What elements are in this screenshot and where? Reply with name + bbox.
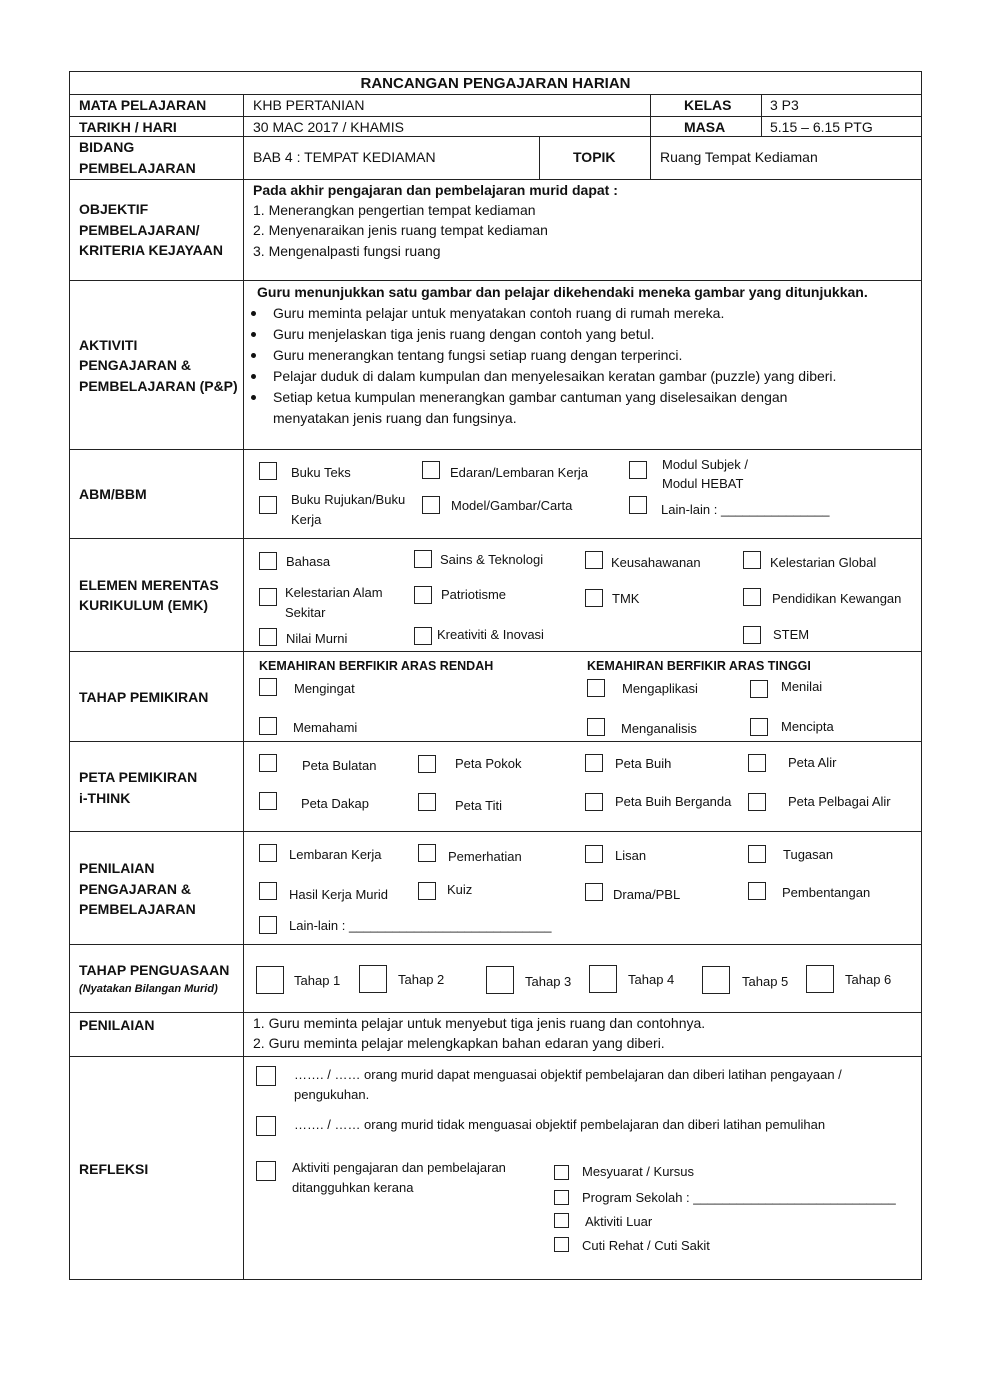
checkbox[interactable] <box>256 1161 276 1181</box>
checkbox[interactable] <box>256 1116 276 1136</box>
peta-dakap-option: Peta Dakap <box>301 796 369 811</box>
cuti-option: Cuti Rehat / Cuti Sakit <box>582 1238 710 1253</box>
lain-option[interactable]: Lain-lain : _______________ <box>661 502 830 517</box>
aktiviti-label: PENGAJARAN & <box>79 357 192 373</box>
aktiviti-bullet: Setiap ketua kumpulan menerangkan gambar cantuman yang diselesaikan dengan <box>273 389 788 405</box>
divider <box>70 179 921 180</box>
lesson-plan-form <box>69 71 922 1280</box>
divider <box>243 94 244 1280</box>
memahami-option: Memahami <box>293 720 358 735</box>
kbar-rendah-heading: KEMAHIRAN BERFIKIR ARAS RENDAH <box>259 659 494 673</box>
refleksi-label: REFLEKSI <box>79 1161 149 1177</box>
checkbox[interactable] <box>259 678 277 696</box>
divider <box>70 1056 921 1057</box>
divider <box>70 1012 921 1013</box>
peta-buih-berganda-option: Peta Buih Berganda <box>615 794 732 809</box>
bidang-label: PEMBELAJARAN <box>79 160 196 176</box>
checkbox[interactable] <box>418 844 436 862</box>
modul-option: Modul HEBAT <box>662 476 744 491</box>
checkbox[interactable] <box>259 844 277 862</box>
objektif-label: PEMBELAJARAN/ <box>79 222 200 238</box>
buku-teks-option: Buku Teks <box>291 465 351 480</box>
checkbox[interactable] <box>418 793 436 811</box>
masa-value[interactable]: 5.15 – 6.15 PTG <box>770 119 873 135</box>
bidang-value[interactable]: BAB 4 : TEMPAT KEDIAMAN <box>253 149 436 165</box>
lembaran-kerja-option: Lembaran Kerja <box>289 847 382 862</box>
checkbox[interactable] <box>554 1237 569 1252</box>
objektif-label: OBJEKTIF <box>79 201 149 217</box>
tarikh-label: TARIKH / HARI <box>79 119 177 135</box>
mengingat-option: Mengingat <box>294 681 355 696</box>
kelestarian-alam-option: Sekitar <box>285 605 326 620</box>
checkbox[interactable] <box>629 496 647 514</box>
refleksi-line: pengukuhan. <box>294 1087 370 1102</box>
kelas-value[interactable]: 3 P3 <box>770 97 799 113</box>
checkbox[interactable] <box>259 462 277 480</box>
objektif-item: 1. Menerangkan pengertian tempat kediaman <box>253 202 536 218</box>
peta-titi-option: Peta Titi <box>455 798 502 813</box>
checkbox[interactable] <box>259 717 277 735</box>
tarikh-value[interactable]: 30 MAC 2017 / KHAMIS <box>253 119 404 135</box>
drama-pbl-option: Drama/PBL <box>613 887 681 902</box>
menganalisis-option: Menganalisis <box>621 721 697 736</box>
pendidikan-kewangan-option: Pendidikan Kewangan <box>772 591 902 606</box>
divider <box>70 280 921 281</box>
tahap-2-option: Tahap 2 <box>398 972 445 987</box>
menilai-option: Menilai <box>781 679 823 694</box>
mata-pelajaran-label: MATA PELAJARAN <box>79 97 207 113</box>
tahap-pemikiran-label: TAHAP PEMIKIRAN <box>79 689 209 705</box>
masa-label: MASA <box>684 119 726 135</box>
aktiviti-bullet: Guru menerangkan tentang fungsi setiap ruang dengan terperinci. <box>273 347 683 363</box>
kbat-tinggi-heading: KEMAHIRAN BERFIKIR ARAS TINGGI <box>587 659 811 673</box>
refleksi-line: Aktiviti pengajaran dan pembelajaran <box>292 1160 506 1175</box>
tahap-3-option: Tahap 3 <box>525 974 572 989</box>
divider <box>650 136 651 179</box>
bullet-icon <box>251 353 256 358</box>
tahap-5-option: Tahap 5 <box>742 974 789 989</box>
kelas-label: KELAS <box>684 97 732 113</box>
divider <box>70 449 921 450</box>
tahap-4-option: Tahap 4 <box>628 972 675 987</box>
checkbox[interactable] <box>259 496 277 514</box>
model-option: Model/Gambar/Carta <box>451 498 573 513</box>
checkbox[interactable] <box>587 718 605 736</box>
checkbox[interactable] <box>587 679 605 697</box>
checkbox[interactable] <box>585 883 603 901</box>
tahap-penguasaan-sublabel: (Nyatakan Bilangan Murid) <box>79 983 218 995</box>
bullet-icon <box>251 395 256 400</box>
checkbox[interactable] <box>702 966 730 994</box>
divider <box>650 94 651 136</box>
buku-rujukan-option: Kerja <box>291 512 322 527</box>
keusahawanan-option: Keusahawanan <box>611 555 701 570</box>
checkbox[interactable] <box>256 966 284 994</box>
checkbox[interactable] <box>748 845 766 863</box>
checkbox[interactable] <box>585 589 603 607</box>
mesyuarat-option: Mesyuarat / Kursus <box>582 1164 694 1179</box>
mengaplikasi-option: Mengaplikasi <box>622 681 698 696</box>
modul-option: Modul Subjek / <box>662 457 748 472</box>
refleksi-line: ……. / …… orang murid dapat menguasai objektif pembelajaran dan diberi latihan pengayaan / <box>294 1067 842 1082</box>
objektif-intro: Pada akhir pengajaran dan pembelajaran murid dapat : <box>253 182 618 198</box>
checkbox[interactable] <box>414 586 432 604</box>
nilai-murni-option: Nilai Murni <box>286 631 348 646</box>
checkbox[interactable] <box>743 551 761 569</box>
divider <box>70 116 921 117</box>
objektif-item: 2. Menyenaraikan jenis ruang tempat kediaman <box>253 222 548 238</box>
checkbox[interactable] <box>585 754 603 772</box>
peta-buih-option: Peta Buih <box>615 756 672 771</box>
checkbox[interactable] <box>748 882 766 900</box>
checkbox[interactable] <box>748 754 766 772</box>
abm-label: ABM/BBM <box>79 486 147 502</box>
divider <box>70 944 921 945</box>
divider <box>70 538 921 539</box>
patriotisme-option: Patriotisme <box>441 587 507 602</box>
checkbox[interactable] <box>554 1190 569 1205</box>
checkbox[interactable] <box>414 550 432 568</box>
checkbox[interactable] <box>750 680 768 698</box>
bahasa-option: Bahasa <box>286 554 331 569</box>
checkbox[interactable] <box>748 793 766 811</box>
objektif-label: KRITERIA KEJAYAAN <box>79 242 223 258</box>
sains-option: Sains & Teknologi <box>440 552 544 567</box>
checkbox[interactable] <box>743 588 761 606</box>
checkbox[interactable] <box>585 551 603 569</box>
penilaian-pp-label: PEMBELAJARAN <box>79 901 196 917</box>
divider <box>70 741 921 742</box>
checkbox[interactable] <box>806 965 834 993</box>
checkbox[interactable] <box>554 1165 569 1180</box>
objektif-item: 3. Mengenalpasti fungsi ruang <box>253 243 441 259</box>
checkbox[interactable] <box>259 916 277 934</box>
checkbox[interactable] <box>259 552 277 570</box>
penilaian-item: 2. Guru meminta pelajar melengkapkan bahan edaran yang diberi. <box>253 1035 665 1051</box>
penilaian-item: 1. Guru meminta pelajar untuk menyebut tiga jenis ruang dan contohnya. <box>253 1015 706 1031</box>
checkbox[interactable] <box>585 793 603 811</box>
lain-lain-option[interactable]: Lain-lain : ____________________________ <box>289 918 552 933</box>
checkbox[interactable] <box>589 965 617 993</box>
checkbox[interactable] <box>486 966 514 994</box>
checkbox[interactable] <box>259 792 277 810</box>
mata-pelajaran-value[interactable]: KHB PERTANIAN <box>253 97 365 113</box>
aktiviti-label: PEMBELAJARAN (P&P) <box>79 378 238 394</box>
emk-label: ELEMEN MERENTAS <box>79 577 219 593</box>
edaran-option: Edaran/Lembaran Kerja <box>450 465 589 480</box>
penilaian-label: PENILAIAN <box>79 1017 155 1033</box>
peta-alir-option: Peta Alir <box>788 755 837 770</box>
checkbox[interactable] <box>418 755 436 773</box>
peta-pelbagai-alir-option: Peta Pelbagai Alir <box>788 794 891 809</box>
aktiviti-bullet: menyatakan jenis ruang dan fungsinya. <box>273 410 517 426</box>
aktiviti-bullet: Pelajar duduk di dalam kumpulan dan menyelesaikan keratan gambar (puzzle) yang diberi. <box>273 368 837 384</box>
kelestarian-alam-option: Kelestarian Alam <box>285 585 383 600</box>
mencipta-option: Mencipta <box>781 719 834 734</box>
checkbox[interactable] <box>750 718 768 736</box>
checkbox[interactable] <box>359 965 387 993</box>
checkbox[interactable] <box>585 845 603 863</box>
emk-label: KURIKULUM (EMK) <box>79 597 209 613</box>
kreativiti-option: Kreativiti & Inovasi <box>437 627 544 642</box>
checkbox[interactable] <box>629 461 647 479</box>
bullet-icon <box>251 311 256 316</box>
pembentangan-option: Pembentangan <box>782 885 871 900</box>
bidang-label: BIDANG <box>79 139 135 155</box>
kelestarian-global-option: Kelestarian Global <box>770 555 877 570</box>
tahap-penguasaan-label: TAHAP PENGUASAAN <box>79 962 230 978</box>
lisan-option: Lisan <box>615 848 647 863</box>
checkbox[interactable] <box>414 627 432 645</box>
checkbox[interactable] <box>418 882 436 900</box>
divider <box>70 831 921 832</box>
aktiviti-bullet: Guru menjelaskan tiga jenis ruang dengan contoh yang betul. <box>273 326 655 342</box>
topik-label: TOPIK <box>573 149 616 165</box>
aktiviti-intro: Guru menunjukkan satu gambar dan pelajar dikehendaki meneka gambar yang ditunjukkan. <box>257 284 868 300</box>
bullet-icon <box>251 332 256 337</box>
refleksi-line: ditangguhkan kerana <box>292 1180 414 1195</box>
checkbox[interactable] <box>422 461 440 479</box>
refleksi-line: ……. / …… orang murid tidak menguasai objektif pembelajaran dan diberi latihan pemulihan <box>294 1117 826 1132</box>
divider <box>70 94 921 95</box>
program-sekolah-option[interactable]: Program Sekolah : ____________________________ <box>582 1190 896 1205</box>
tugasan-option: Tugasan <box>783 847 834 862</box>
stem-option: STEM <box>773 627 810 642</box>
bullet-icon <box>251 374 256 379</box>
tahap-1-option: Tahap 1 <box>294 973 341 988</box>
tahap-6-option: Tahap 6 <box>845 972 892 987</box>
aktiviti-label: AKTIVITI <box>79 337 138 353</box>
checkbox[interactable] <box>259 754 277 772</box>
checkbox[interactable] <box>259 882 277 900</box>
kuiz-option: Kuiz <box>447 882 473 897</box>
peta-label: PETA PEMIKIRAN <box>79 769 198 785</box>
checkbox[interactable] <box>259 588 277 606</box>
checkbox[interactable] <box>743 626 761 644</box>
checkbox[interactable] <box>256 1066 276 1086</box>
peta-pokok-option: Peta Pokok <box>455 756 522 771</box>
checkbox[interactable] <box>554 1213 569 1228</box>
aktiviti-luar-option: Aktiviti Luar <box>585 1214 653 1229</box>
penilaian-pp-label: PENILAIAN <box>79 860 155 876</box>
checkbox[interactable] <box>422 496 440 514</box>
page-title: RANCANGAN PENGAJARAN HARIAN <box>360 75 631 92</box>
divider <box>539 136 540 179</box>
checkbox[interactable] <box>259 628 277 646</box>
pemerhatian-option: Pemerhatian <box>448 849 522 864</box>
buku-rujukan-option: Buku Rujukan/Buku <box>291 492 406 507</box>
hasil-kerja-option: Hasil Kerja Murid <box>289 887 388 902</box>
tmk-option: TMK <box>612 591 640 606</box>
peta-label: i-THINK <box>79 790 131 806</box>
aktiviti-bullet: Guru meminta pelajar untuk menyatakan contoh ruang di rumah mereka. <box>273 305 725 321</box>
topik-value[interactable]: Ruang Tempat Kediaman <box>660 149 818 165</box>
penilaian-pp-label: PENGAJARAN & <box>79 881 192 897</box>
peta-bulatan-option: Peta Bulatan <box>302 758 377 773</box>
divider <box>70 651 921 652</box>
divider <box>761 94 762 136</box>
